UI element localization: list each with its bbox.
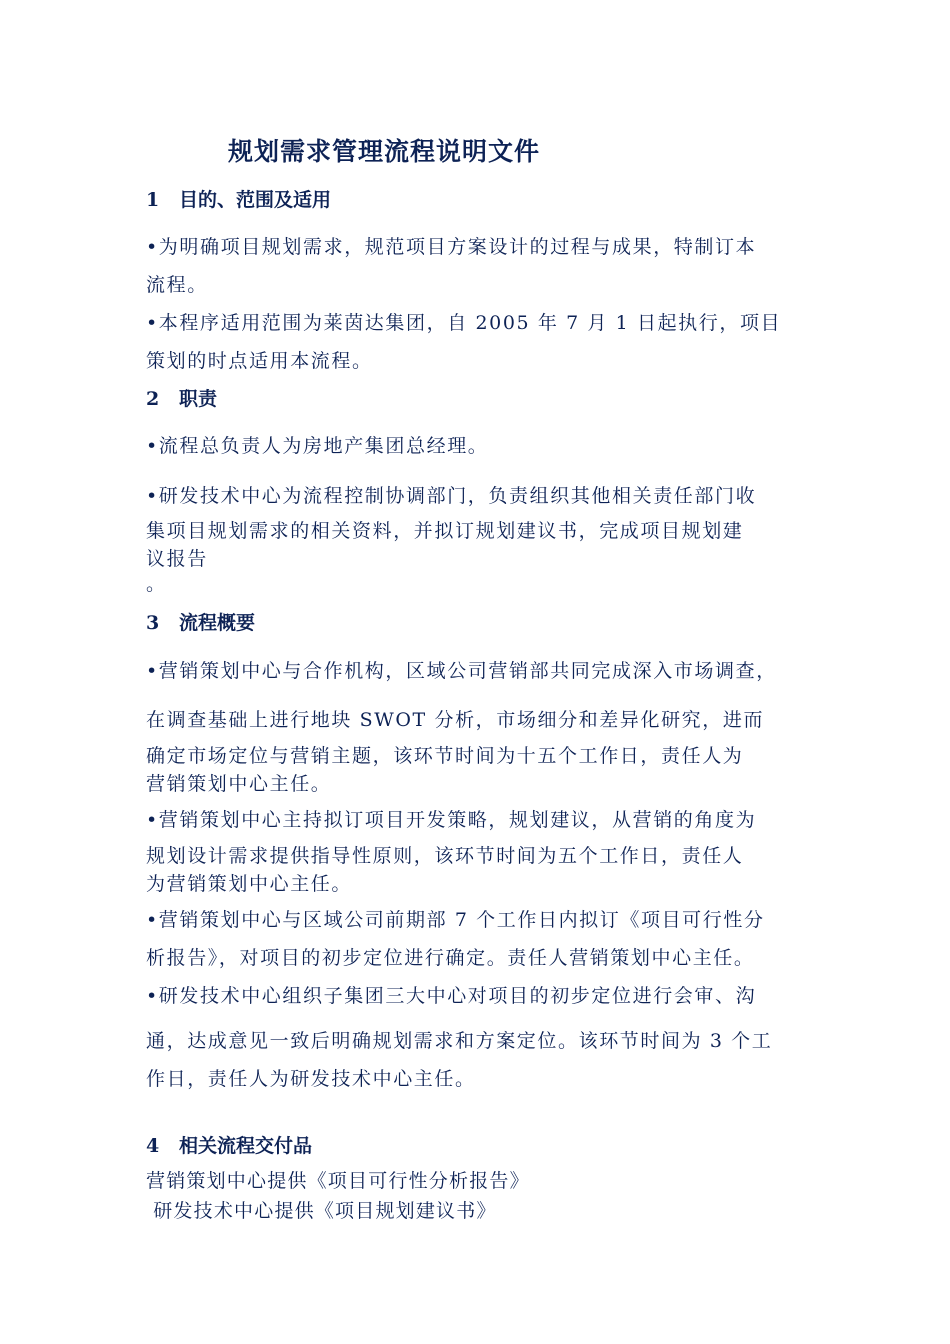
section-4-heading <box>146 1131 312 1158</box>
section-1-heading <box>146 185 331 212</box>
section-title: 流程概要 <box>179 612 256 634</box>
paragraph-line: 议报告 <box>146 548 208 570</box>
paragraph-line: 确定市场定位与营销主题，该环节时间为十五个工作日，责任人为 <box>146 745 744 767</box>
paragraph-line: 通，达成意见一致后明确规划需求和方案定位。该环节时间为 3 个工 <box>146 1030 773 1052</box>
paragraph-line: 析报告》，对项目的初步定位进行确定。责任人营销策划中心主任。 <box>146 947 755 969</box>
section-1-body <box>146 228 811 380</box>
paragraph-line: •营销策划中心与区域公司前期部 7 个工作日内拟订《项目可行性分 <box>146 909 765 931</box>
paragraph-line: •流程总负责人为房地产集团总经理。 <box>146 435 489 457</box>
section-3-heading <box>146 608 255 635</box>
paragraph-line: •营销策划中心主持拟订项目开发策略，规划建议，从营销的角度为 <box>146 809 757 831</box>
section-title: 职责 <box>179 388 218 410</box>
paragraph-line: 作日，责任人为研发技术中心主任。 <box>146 1068 476 1090</box>
section-title: 相关流程交付品 <box>179 1135 313 1157</box>
section-3-body <box>146 652 811 1098</box>
section-number: 4 <box>146 1135 160 1157</box>
paragraph-line: •本程序适用范围为莱茵达集团，自 2005 年 7 月 1 日起执行，项目 <box>146 312 782 334</box>
paragraph-line: 为营销策划中心主任。 <box>146 873 353 895</box>
paragraph-line: 策划的时点适用本流程。 <box>146 350 373 372</box>
deliverable-item: 营销策划中心提供《项目可行性分析报告》 <box>146 1170 530 1192</box>
paragraph-line: 集项目规划需求的相关资料，并拟订规划建议书，完成项目规划建 <box>146 520 744 542</box>
paragraph-line: 流程。 <box>146 274 208 296</box>
paragraph-line: •研发技术中心为流程控制协调部门，负责组织其他相关责任部门收 <box>146 485 757 507</box>
section-4-body <box>146 1166 530 1226</box>
paragraph-line: 。 <box>146 573 167 595</box>
section-title: 目的、范围及适用 <box>179 189 332 211</box>
section-number: 2 <box>146 388 160 410</box>
section-number: 1 <box>146 189 160 211</box>
section-number: 3 <box>146 612 160 634</box>
deliverable-item: 研发技术中心提供《项目规划建议书》 <box>146 1200 497 1222</box>
section-2-body <box>146 427 811 597</box>
paragraph-line: •研发技术中心组织子集团三大中心对项目的初步定位进行会审、沟 <box>146 985 757 1007</box>
paragraph-line: •营销策划中心与合作机构，区域公司营销部共同完成深入市场调查， <box>146 660 777 682</box>
document-title: 规划需求管理流程说明文件 <box>228 137 541 166</box>
section-2-heading <box>146 384 217 411</box>
paragraph-line: 营销策划中心主任。 <box>146 773 332 795</box>
paragraph-line: 在调查基础上进行地块 SWOT 分析，市场细分和差异化研究，进而 <box>146 709 765 731</box>
paragraph-line: 规划设计需求提供指导性原则，该环节时间为五个工作日，责任人 <box>146 845 744 867</box>
paragraph-line: •为明确项目规划需求，规范项目方案设计的过程与成果，特制订本 <box>146 236 757 258</box>
